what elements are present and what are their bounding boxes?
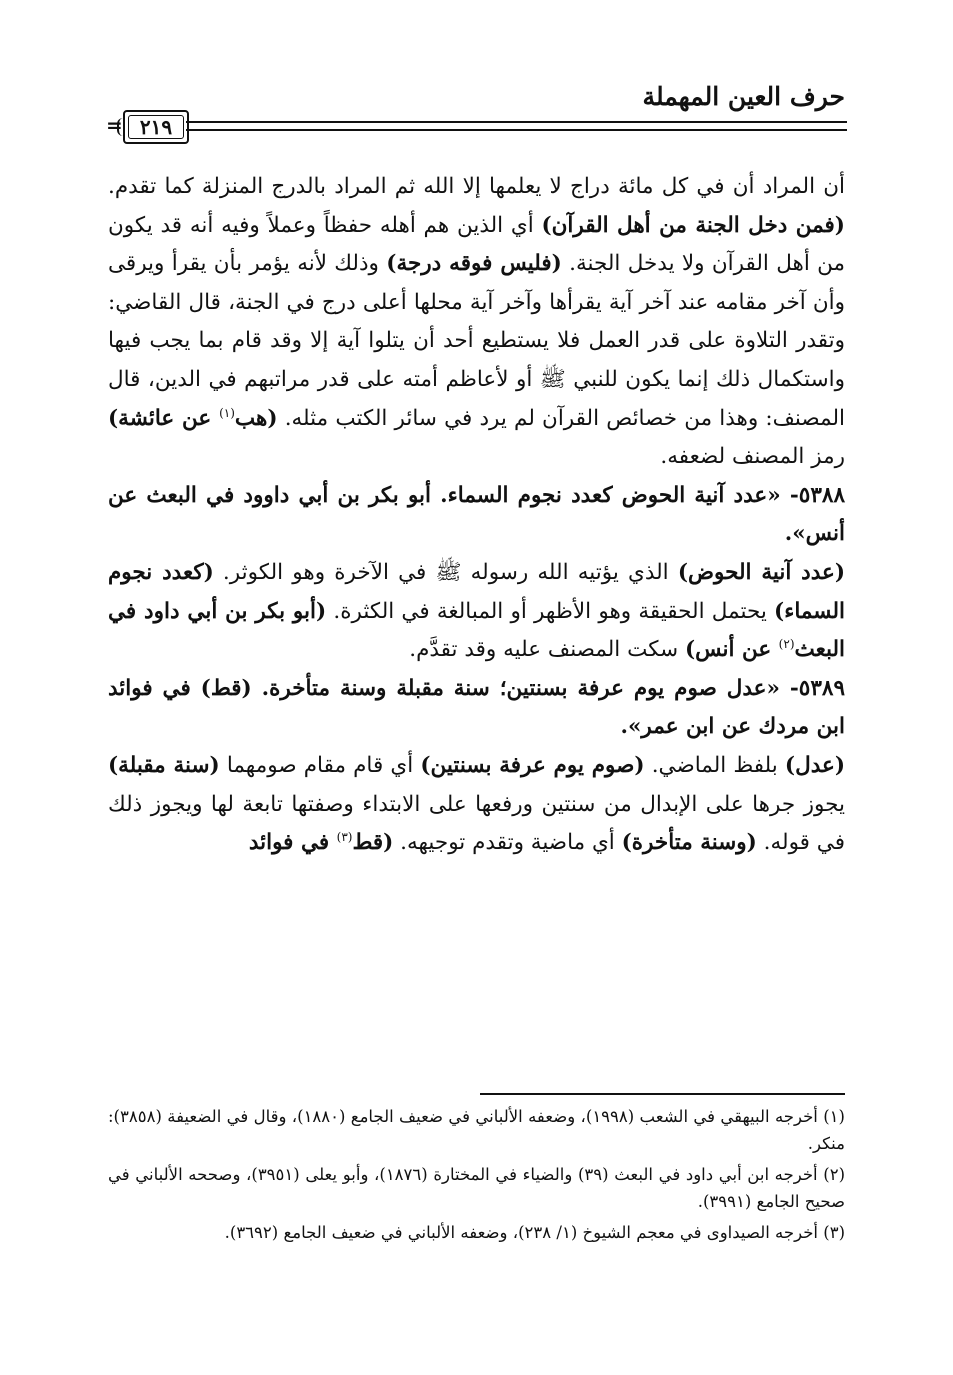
quoted-phrase: (فمن دخل الجنة من أهل القرآن) <box>541 212 845 238</box>
quoted-phrase: (وسنة متأخرة) <box>621 830 757 856</box>
header-ornament: = <box>106 113 123 137</box>
text-run: أي الذين هم أهله حفظاً وعملاً وفيه أنه قد يكون من أهل القرآن ولا يدخل الجنة. <box>108 212 846 277</box>
paragraph-commentary-3 <box>108 747 845 863</box>
source-reference: عن أنس) <box>684 637 779 663</box>
footnotes <box>108 1103 845 1250</box>
text-run: الذي يؤتيه الله رسوله ﷺ في الآخرة وهو الكوثر. <box>213 559 678 585</box>
text-run: بلفظ الماضي. <box>644 752 785 778</box>
text-run: رمز المصنف لضعفه. <box>660 444 845 470</box>
quoted-phrase: (صوم يوم عرفة بسنتين) <box>420 752 645 778</box>
quoted-phrase: (كعدد نجوم السماء) <box>108 559 846 624</box>
paragraph-commentary-1 <box>108 168 845 477</box>
source-reference: عن عائشة) <box>108 405 220 431</box>
footnote-3: (٣) أخرجه الصيداوى في معجم الشيوخ (١/ ٢٣٨)، وضعفه الألباني في ضعيف الجامع (٣٦٩٢). <box>224 1223 845 1242</box>
text-run: أي قام مقام صومهما <box>219 752 421 778</box>
footnote-separator <box>480 1093 845 1095</box>
hadith-5388 <box>108 477 845 554</box>
text-run: يجوز جرها على الإبدال من سنتين ورفعها على الابتداء وصفتها تابعة لها ويجوز ذلك في قوله. <box>108 791 845 856</box>
source-reference: (هب <box>234 405 278 431</box>
quoted-phrase: (عدل) <box>784 752 845 778</box>
text-run: يحتمل الحقيقة وهو الأظهر أو المبالغة في الكثرة. <box>326 598 775 624</box>
source-reference: (أبو بكر بن أبي داود في البعث <box>108 598 845 663</box>
footnote-marker: (٢) <box>778 636 795 651</box>
footnote-marker: (٣) <box>336 829 353 844</box>
source-reference: (قط <box>352 830 394 856</box>
quoted-phrase: (عدد آنية الحوض) <box>677 559 846 585</box>
paragraph-commentary-2 <box>108 554 845 670</box>
footnote-marker: (١) <box>219 405 235 420</box>
hadith-text: ٥٣٨٩- «عدل صوم يوم عرفة بسنتين؛ سنة مقبلة وسنة متأخرة. (قط) في فوائد ابن مردك عن ابن عمر». <box>108 675 845 740</box>
source-reference: في فوائد <box>248 830 337 856</box>
main-text <box>108 168 845 863</box>
text-run: وذلك لأنه يؤمر بأن يقرأ ويرقى وأن آخر مقامه عند آخر آية يقرأها وآخر آية محلها أعلى درج في الجنة، قال القاضي: وتقدر التلاوة على قدر العمل فلا يستطيع أحد أن يتلوا آية إلا وقد قام بما يجب فيها واستكمال ذلك إنما يكون للنبي ﷺ أو لأعاظم أمته على قدر مراتبهم في الدين، قال المصنف: وهذا من خصائص القرآن لم يرد في سائر الكتب مثله. <box>108 251 845 431</box>
chapter-title: حرف العين المهملة <box>642 82 845 111</box>
header-rule-bottom <box>186 129 847 131</box>
quoted-phrase: (سنة مقبلة) <box>108 752 220 778</box>
text-run: أي ماضية وتقدم توجيهه. <box>393 830 622 856</box>
quoted-phrase: (فليس فوقه درجة) <box>386 251 562 277</box>
text-run: أن المراد أن في كل مائة دراج لا يعلمها إلا الله ثم المراد بالدرج المنزلة كما تقدم. <box>108 174 845 199</box>
text-run: سكت المصنف عليه وقد تقدَّم. <box>409 637 685 663</box>
page-number-box <box>123 110 189 144</box>
page-number: ٢١٩ <box>128 115 184 139</box>
header-rule-top <box>186 121 847 123</box>
footnote-2: (٢) أخرجه ابن أبي داود في البعث (٣٩) والضياء في المختارة (١٨٧٦)، وأبو يعلى (٣٩٥١)، وصححه الألباني في صحيح الجامع (٣٩٩١). <box>108 1165 845 1211</box>
footnote-1: (١) أخرجه البيهقي في الشعب (١٩٩٨)، وضعفه الألباني في ضعيف الجامع (١٨٨٠)، وقال في الضعيفة (٣٨٥٨): منكر. <box>108 1107 845 1153</box>
hadith-text: ٥٣٨٨- «عدد آنية الحوض كعدد نجوم السماء. أبو بكر بن أبي داوود في البعث عن أنس». <box>108 482 845 547</box>
hadith-5389 <box>108 670 845 747</box>
